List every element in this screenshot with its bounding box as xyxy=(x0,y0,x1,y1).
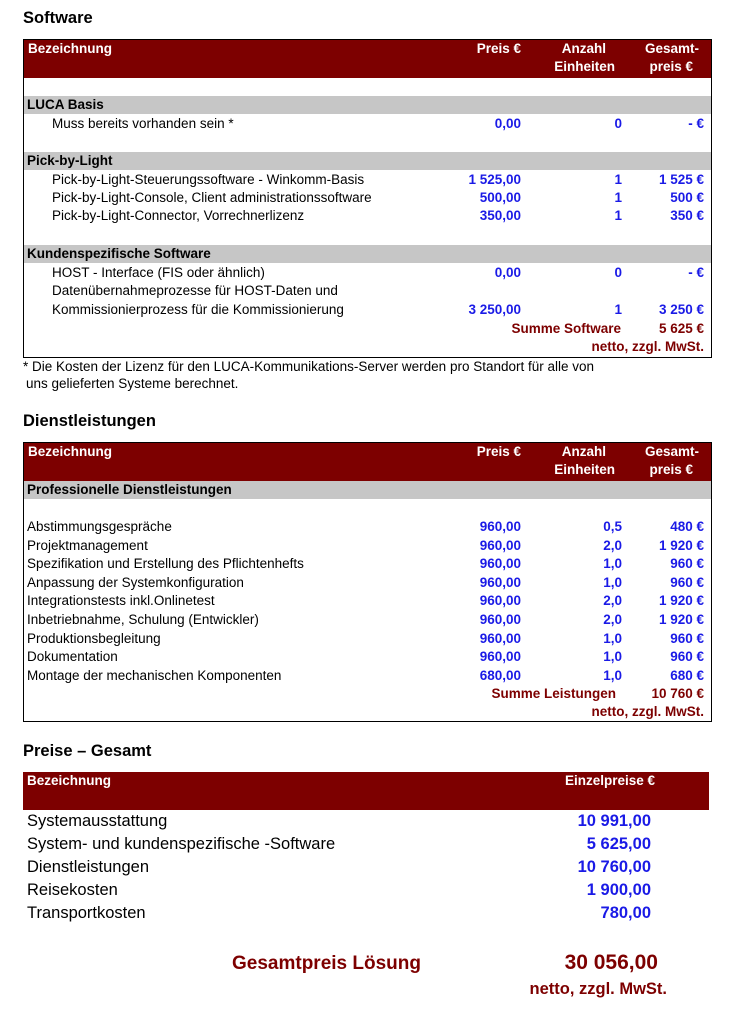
footnote-line: uns gelieferten Systeme berechnet. xyxy=(26,376,239,391)
row-total: 1 920 € xyxy=(658,537,704,553)
row-total: 1 525 € xyxy=(658,172,704,187)
row-total: 960 € xyxy=(670,649,704,665)
group-heading: LUCA Basis xyxy=(24,96,711,114)
header-total-2: preis € xyxy=(649,59,693,74)
row-qty: 2,0 xyxy=(603,612,622,627)
table-header xyxy=(24,443,711,481)
row-qty: 2,0 xyxy=(603,593,622,609)
header-name: Bezeichnung xyxy=(28,444,113,459)
footnote xyxy=(23,358,594,392)
header-name: Bezeichnung xyxy=(27,773,112,788)
row-qty: 1 xyxy=(614,190,622,205)
grand-total-value: 30 056,00 xyxy=(564,951,658,974)
sum-label: Summe Software xyxy=(511,321,621,336)
row-name: Inbetriebnahme, Schulung (Entwickler) xyxy=(27,612,259,627)
group-heading: Professionelle Dienstleistungen xyxy=(24,481,711,499)
row-price: 960,00 xyxy=(479,649,521,665)
row-name: Datenübernahmeprozesse für HOST-Daten und xyxy=(52,283,338,298)
row-total: 960 € xyxy=(670,630,704,646)
header-total-1: Gesamt- xyxy=(644,41,699,56)
row-qty: 0 xyxy=(614,265,622,280)
table-row xyxy=(24,189,711,207)
table-row xyxy=(24,518,711,536)
table-row xyxy=(24,207,711,225)
total-row-price: 1 900,00 xyxy=(586,881,651,899)
row-total: 480 € xyxy=(670,519,704,534)
table-row xyxy=(24,264,711,282)
net-row xyxy=(24,338,711,356)
row-price: 350,00 xyxy=(479,208,521,223)
table-row xyxy=(24,537,711,555)
net-row xyxy=(24,703,711,721)
row-price: 960,00 xyxy=(479,612,521,627)
group-heading: Pick-by-Light xyxy=(24,152,711,170)
row-name: Montage der mechanischen Komponenten xyxy=(27,667,282,683)
row-name: HOST - Interface (FIS oder ähnlich) xyxy=(52,265,265,280)
row-price: 960,00 xyxy=(479,630,521,646)
row-name: Spezifikation und Erstellung des Pflichtenhefts xyxy=(27,556,304,572)
software-title: Software xyxy=(23,9,93,27)
row-price: 0,00 xyxy=(494,116,521,131)
row-price: 500,00 xyxy=(479,190,521,205)
row-name: Produktionsbegleitung xyxy=(27,630,161,646)
total-row-price: 10 760,00 xyxy=(577,858,651,876)
row-qty: 1 xyxy=(614,208,622,223)
row-qty: 1 xyxy=(614,172,622,187)
table-header xyxy=(24,40,711,78)
total-row-name: System- und kundenspezifische -Software xyxy=(27,835,336,853)
sum-value: 10 760 € xyxy=(651,686,704,701)
total-row-price: 5 625,00 xyxy=(586,835,651,853)
header-qty-2: Einheiten xyxy=(554,462,615,477)
table-row xyxy=(24,555,711,573)
total-row-name: Systemausstattung xyxy=(27,812,168,830)
row-qty: 2,0 xyxy=(603,537,622,553)
net-note: netto, zzgl. MwSt. xyxy=(591,339,704,354)
row-total: 3 250 € xyxy=(658,302,704,317)
row-price: 0,00 xyxy=(494,265,521,280)
row-price: 3 250,00 xyxy=(468,302,521,317)
table-row xyxy=(24,592,711,610)
row-total: - € xyxy=(688,116,704,131)
row-name: Anpassung der Systemkonfiguration xyxy=(27,574,244,590)
row-total: - € xyxy=(688,265,704,280)
row-name: Pick-by-Light-Console, Client administrationssoftware xyxy=(52,190,372,205)
header-total-1: Gesamt- xyxy=(644,444,699,459)
table-row xyxy=(24,611,711,629)
row-total: 350 € xyxy=(670,208,704,223)
net-note: netto, zzgl. MwSt. xyxy=(591,704,704,719)
row-name: Pick-by-Light-Connector, Vorrechnerlizenz xyxy=(52,208,305,223)
grand-total-note: netto, zzgl. MwSt. xyxy=(529,980,667,998)
header-total-2: preis € xyxy=(649,462,693,477)
grand-total-label: Gesamtpreis Lösung xyxy=(232,953,421,974)
totals-header xyxy=(23,772,709,810)
row-total: 1 920 € xyxy=(658,593,704,609)
row-qty: 1,0 xyxy=(603,630,622,646)
row-price: 680,00 xyxy=(479,667,521,683)
group-heading: Kundenspezifische Software xyxy=(24,245,711,263)
total-row-price: 780,00 xyxy=(600,904,651,922)
total-row-name: Dienstleistungen xyxy=(27,858,149,876)
sum-row xyxy=(24,320,711,338)
row-total: 500 € xyxy=(670,190,704,205)
header-qty-1: Anzahl xyxy=(561,444,606,459)
table-row xyxy=(24,648,711,666)
totals-title: Preise – Gesamt xyxy=(23,742,152,760)
total-row-name: Reisekosten xyxy=(27,881,118,899)
row-price: 960,00 xyxy=(479,537,521,553)
table-row xyxy=(24,115,711,133)
row-total: 680 € xyxy=(670,667,704,683)
table-row xyxy=(24,282,711,300)
row-price: 960,00 xyxy=(479,574,521,590)
header-qty-1: Anzahl xyxy=(561,41,606,56)
row-name: Muss bereits vorhanden sein * xyxy=(52,116,234,131)
header-price: Einzelpreise € xyxy=(564,773,655,788)
row-total: 960 € xyxy=(670,556,704,572)
row-qty: 1,0 xyxy=(603,556,622,572)
table-row xyxy=(24,574,711,592)
sum-label: Summe Leistungen xyxy=(491,686,616,701)
header-price: Preis € xyxy=(476,444,521,459)
services-title: Dienstleistungen xyxy=(23,412,156,430)
sum-value: 5 625 € xyxy=(658,321,704,336)
header-price: Preis € xyxy=(476,41,521,56)
row-price: 960,00 xyxy=(479,556,521,572)
total-row-name: Transportkosten xyxy=(27,904,146,922)
table-row xyxy=(24,667,711,685)
footnote-line: * Die Kosten der Lizenz für den LUCA-Kommunikations-Server werden pro Standort für alle von xyxy=(23,359,595,374)
row-name: Projektmanagement xyxy=(27,537,148,553)
row-name: Integrationstests inkl.Onlinetest xyxy=(27,593,215,609)
software-table xyxy=(23,39,712,358)
table-row xyxy=(24,301,711,319)
services-table xyxy=(23,442,712,722)
row-name: Dokumentation xyxy=(27,649,118,665)
row-total: 960 € xyxy=(670,574,704,590)
row-qty: 1,0 xyxy=(603,574,622,590)
table-row xyxy=(24,171,711,189)
row-name: Pick-by-Light-Steuerungssoftware - Winkomm-Basis xyxy=(52,172,365,187)
header-qty-2: Einheiten xyxy=(554,59,615,74)
row-price: 960,00 xyxy=(479,593,521,609)
row-price: 1 525,00 xyxy=(468,172,521,187)
total-row-price: 10 991,00 xyxy=(577,812,651,830)
row-name: Kommissionierprozess für die Kommissionierung xyxy=(52,302,344,317)
row-price: 960,00 xyxy=(479,519,521,534)
table-row xyxy=(24,630,711,648)
row-total: 1 920 € xyxy=(658,612,704,627)
row-qty: 1 xyxy=(614,302,622,317)
header-name: Bezeichnung xyxy=(28,41,113,56)
sum-row xyxy=(24,685,711,703)
row-qty: 0,5 xyxy=(603,519,622,534)
row-name: Abstimmungsgespräche xyxy=(27,519,172,534)
row-qty: 1,0 xyxy=(603,649,622,665)
row-qty: 0 xyxy=(614,116,622,131)
row-qty: 1,0 xyxy=(603,667,622,683)
